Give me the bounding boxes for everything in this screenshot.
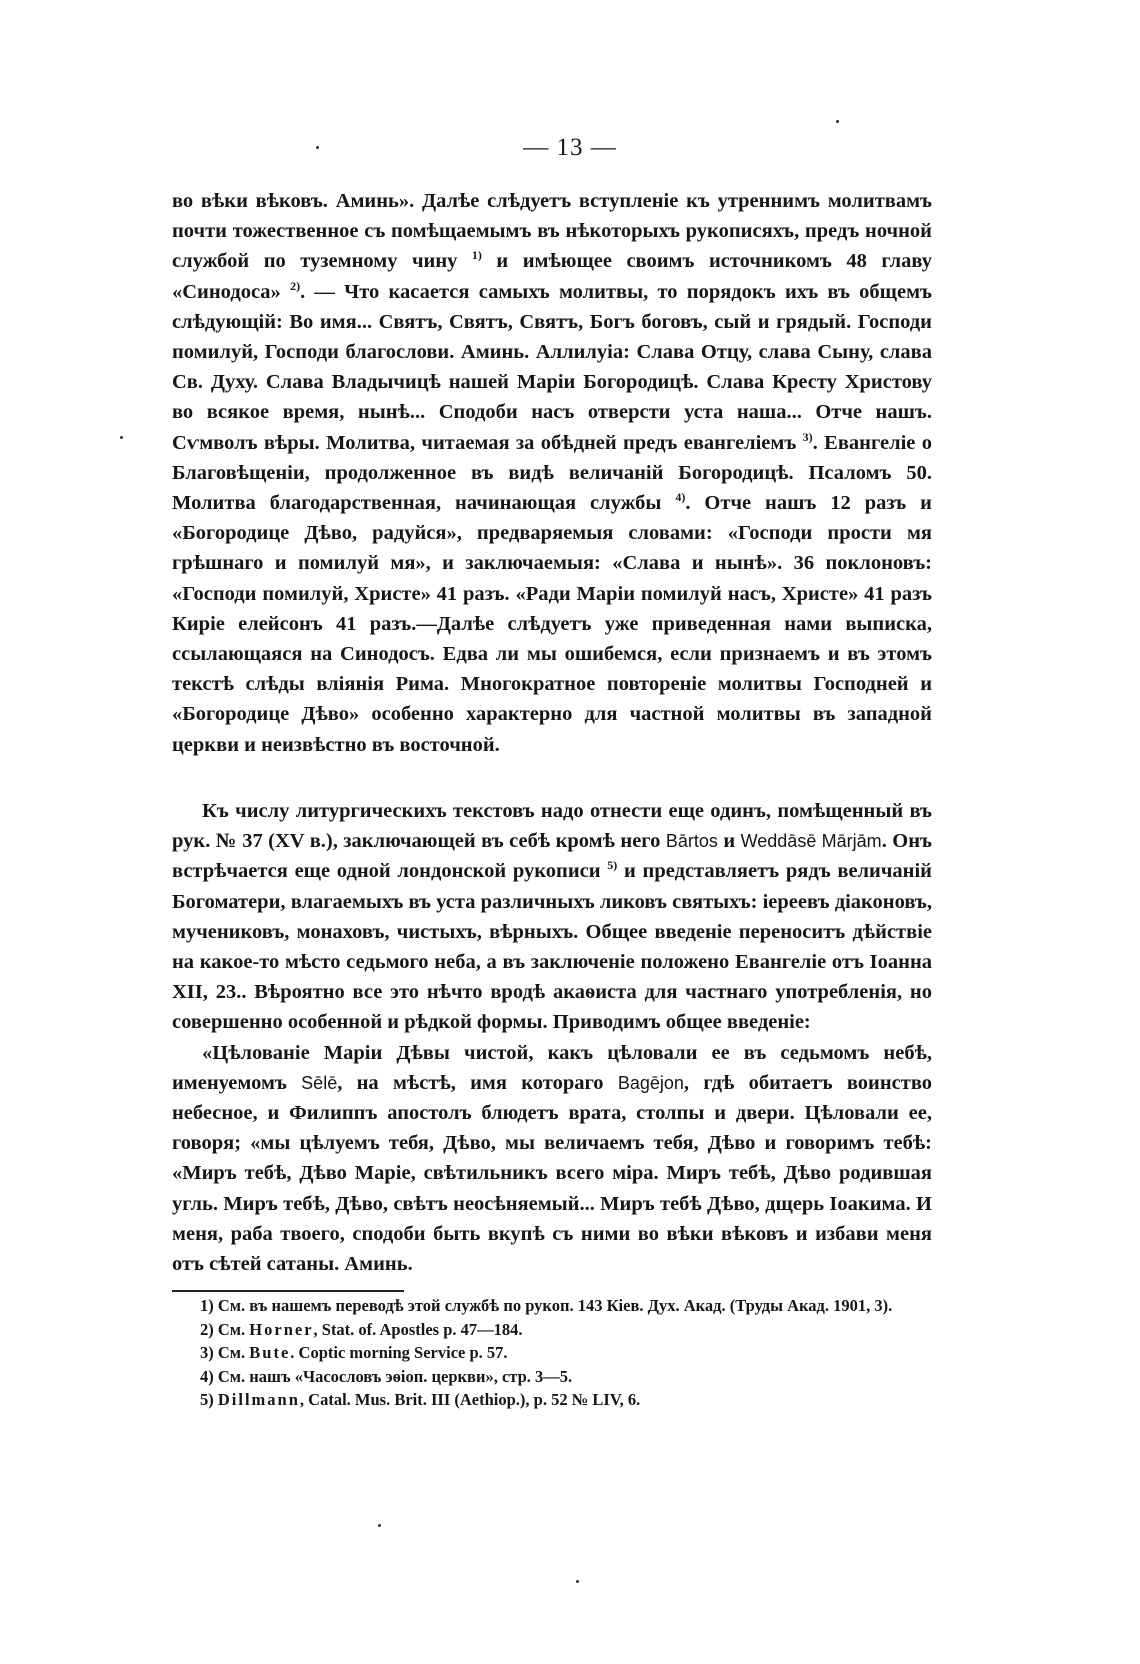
paragraph-3-part-b: , на мѣстѣ, имя котораго [337,1071,618,1094]
footnote-5 [172,1388,932,1412]
footnote-divider [172,1290,404,1292]
footnote-ref-1: 1) [471,248,482,263]
paragraph-2-part-c: . Онъ встрѣчается еще одной лондонской рукописи [172,830,932,883]
footnote-2-prefix: 2) См. [200,1319,250,1339]
footnote-ref-2: 2) [290,278,301,293]
paragraph-2-part-b: и [717,830,741,853]
scan-speck [378,1524,381,1527]
footnote-ref-3: 3) [802,429,813,444]
paragraph-1-part-a: во вѣки вѣковъ. Аминь». Далѣе слѣдуетъ вступленіе къ утреннимъ молитвамъ почти тожественное съ помѣщаемымъ въ нѣкоторыхъ рукописяхъ, предъ ночной службой по туземному чину [172,190,932,273]
scan-speck [836,120,839,123]
paragraph-2 [172,796,932,1038]
term-bartos: Bārtos [665,831,718,852]
footnote-5-author: Dillmann [217,1390,300,1410]
footnote-2-author: Horner [249,1319,314,1339]
paragraph-2-part-a: Къ числу литургическихъ текстовъ надо отнести еще одинъ, помѣщенный въ рук. № 37 (XV в.), заключающей въ себѣ кромѣ него [172,800,932,853]
paragraph-3-part-c: , гдѣ обитаетъ воинство небесное, и Филиппъ апостолъ блюдетъ врата, столпы и двери. Цѣловали ее, говоря; «мы цѣлуемъ тебя, Дѣво, мы величаемъ тебя, Дѣво и говоримъ тебѣ: «Миръ тебѣ, Дѣво Маріе, свѣтильникъ всего міра. Миръ тебѣ, Дѣво родившая угль. Миръ тебѣ, Дѣво, свѣтъ неосѣняемый... Миръ тебѣ Дѣво, дщерь Іоакима. И меня, раба твоего, сподоби быть вкупѣ съ ними во вѣки вѣковъ и избави меня отъ сѣтей сатаны. Аминь. [172,1071,933,1276]
scan-speck [316,146,319,149]
footnote-3-author: Bute [249,1343,291,1363]
paragraph-3 [172,1038,932,1280]
term-bagejon: Bagējon [617,1072,684,1093]
term-sele: Sēlē [301,1072,338,1093]
footnote-2-rest: , Stat. of. Apostles p. 47—184. [313,1319,523,1339]
footnote-4 [172,1365,932,1389]
footnote-1 [172,1294,932,1318]
paragraph-3-part-a: «Цѣлованіе Маріи Дѣвы чистой, какъ цѣловали ее въ седьмомъ небѣ, именуемомъ [172,1041,932,1094]
scan-speck [120,436,123,439]
paragraph-1-part-d: . Евангеліе о Благовѣщеніи, продолженное въ видѣ величаній Богородицѣ. Псаломъ 50. Молитва благодарственная, начинающая службы [172,431,932,515]
scan-speck [576,1580,579,1583]
paragraph-2-part-d: и представляетъ рядъ величаній Богоматери, влагаемыхъ въ уста различныхъ ликовъ святыхъ: іереевъ діаконовъ, мучениковъ, монаховъ, чистыхъ, вѣрныхъ. Общее введеніе переноситъ дѣйствіе на какое-то мѣсто седьмого неба, а въ заключеніе положено Евангеліе отъ Іоанна XII, 23.. Вѣроятно все это нѣчто вродѣ акаѳиста для частнаго употребленія, но совершенно особенной и рѣдкой формы. Приводимъ общее введеніе: [172,860,932,1034]
footnote-ref-5: 5) [607,858,618,873]
term-weddase-marjam: Weddāsē Mārjām [740,831,882,852]
paragraph-1-part-c: . — Что касается самыхъ молитвы, то порядокъ ихъ въ общемъ слѣдующій: Во имя... Святъ, Святъ, Святъ, Богъ боговъ, сый и грядый. Господи помилуй, Господи благослови. Аминь. Аллилуіа: Слава Отцу, слава Сыну, слава Св. Духу. Слава Владычицѣ нашей Маріи Богородицѣ. Слава Кресту Христову во всякое время, нынѣ... Сподоби насъ отверсти уста наша... Отче нашъ. Сѵмволъ вѣры. Молитва, читаемая за обѣдней предъ евангеліемъ [172,280,932,454]
footnote-3-prefix: 3) См. [200,1343,250,1363]
paragraphs-2-3 [172,796,932,1279]
footnote-4-text: 4) См. нашъ «Часословъ эѳіоп. церкви», стр. 3—5. [200,1366,573,1386]
footnote-ref-4: 4) [675,490,686,505]
page-number: — 13 — [523,134,617,161]
footnote-1-text: 1) См. въ нашемъ переводѣ этой службѣ по рукоп. 143 Кіев. Дух. Акад. (Труды Акад. 1901, 3). [200,1296,893,1315]
footnote-2 [172,1318,932,1342]
footnote-3-rest: . Coptic morning Service p. 57. [290,1343,508,1363]
footnote-3 [172,1341,932,1365]
paragraph-1-part-e: . Отче нашъ 12 разъ и «Богородице Дѣво, радуйся», предваряемыя словами: «Господи прости мя грѣшнаго и помилуй мя», и заключаемыя: «Слава и нынѣ». 36 поклоновъ: «Господи помилуй, Христе» 41 разъ. «Ради Маріи помилуй насъ, Христе» 41 разъ Киріе елейсонъ 41 разъ.—Далѣе слѣдуетъ уже приведенная нами выписка, ссылающаяся на Синодосъ. Едва ли мы ошибемся, если признаемъ и въ этомъ текстѣ слѣды вліянія Рима. Многократное повтореніе молитвы Господней и «Богородице Дѣво» особенно характерно для частной молитвы въ западной церкви и неизвѣстно въ восточной. [172,492,932,756]
paragraph-1-part-b: и имѣющее своимъ источникомъ 48 главу «Синодоса» [172,250,932,303]
footnotes [172,1294,932,1412]
paragraph-1 [172,186,932,760]
footnote-5-prefix: 5) [200,1390,218,1410]
footnote-5-rest: , Catal. Mus. Brit. III (Aethiop.), p. 52 № LIV, 6. [299,1390,641,1410]
paragraph-1-text [172,186,932,760]
